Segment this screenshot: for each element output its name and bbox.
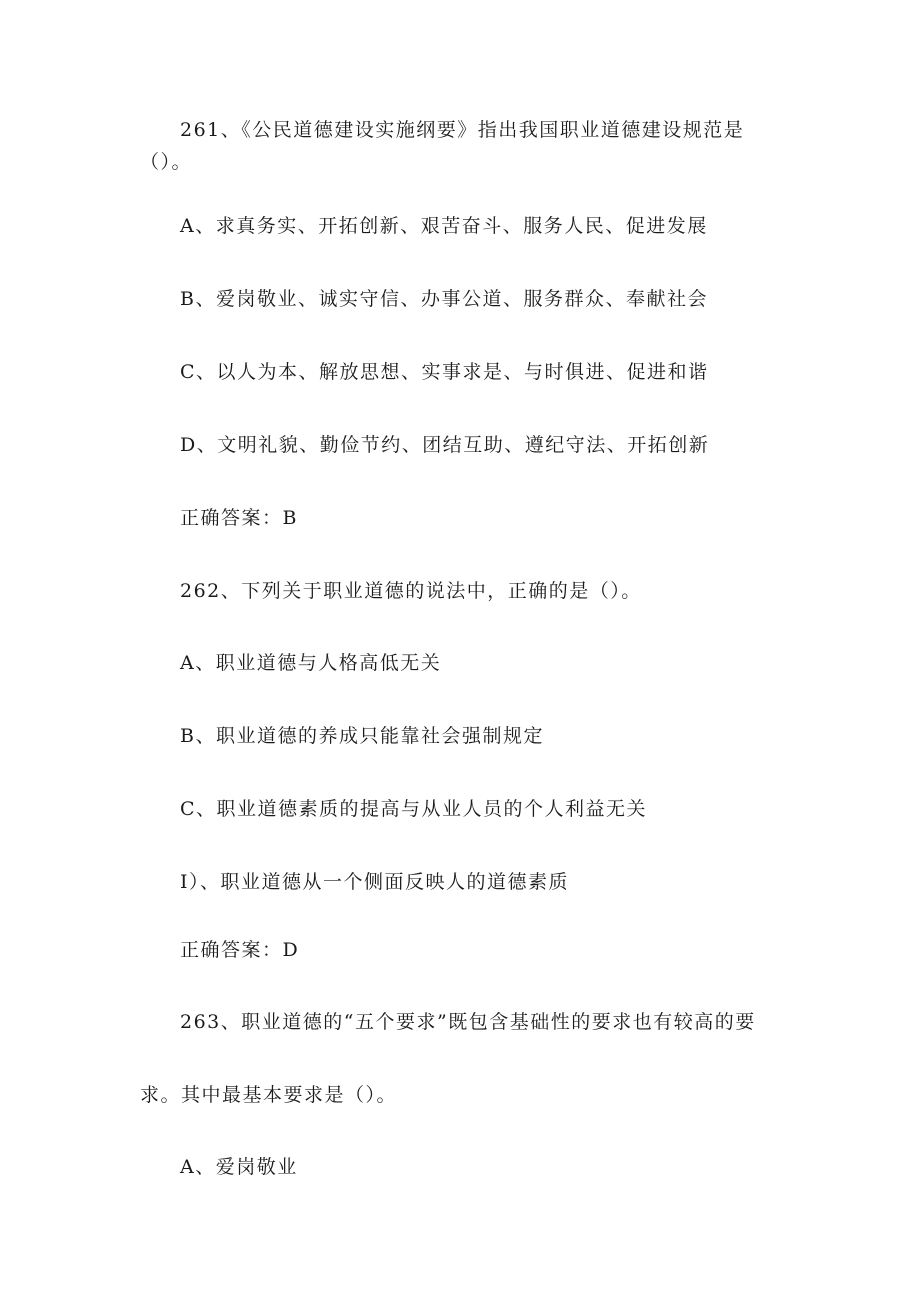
question-261-answer: 正确答案：B — [180, 507, 298, 529]
question-262-option-a: A、职业道德与人格高低无关 — [180, 652, 442, 674]
question-262-option-d: I）、职业道德从一个侧面反映人的道德素质 — [180, 871, 570, 893]
question-261-option-a: A、求真务实、开拓创新、艰苦奋斗、服务人民、促进发展 — [180, 215, 708, 237]
question-261-option-d: D、文明礼貌、勤俭节约、团结互助、遵纪守法、开拓创新 — [180, 434, 710, 456]
question-262-answer: 正确答案：D — [180, 939, 300, 961]
question-261-text-line1: 261、《公民道德建设实施纲要》指出我国职业道德建设规范是 — [180, 119, 745, 141]
question-261-option-c: C、以人为本、解放思想、实事求是、与时俱进、促进和谐 — [180, 361, 709, 383]
question-263-text-line2: 求。其中最基本要求是（）。 — [140, 1084, 398, 1106]
question-262-option-b: B、职业道德的养成只能靠社会强制规定 — [180, 725, 544, 747]
question-262-option-c: C、职业道德素质的提高与从业人员的个人利益无关 — [180, 798, 648, 820]
question-263-text-line1: 263、职业道德的“五个要求”既包含基础性的要求也有较高的要 — [180, 1011, 756, 1033]
question-262-text: 262、下列关于职业道德的说法中，正确的是（）。 — [180, 580, 642, 602]
question-263-option-a: A、爱岗敬业 — [180, 1156, 298, 1178]
question-261-text-line2: （）。 — [140, 151, 193, 173]
question-261-option-b: B、爱岗敬业、诚实守信、办事公道、服务群众、奉献社会 — [180, 288, 708, 310]
